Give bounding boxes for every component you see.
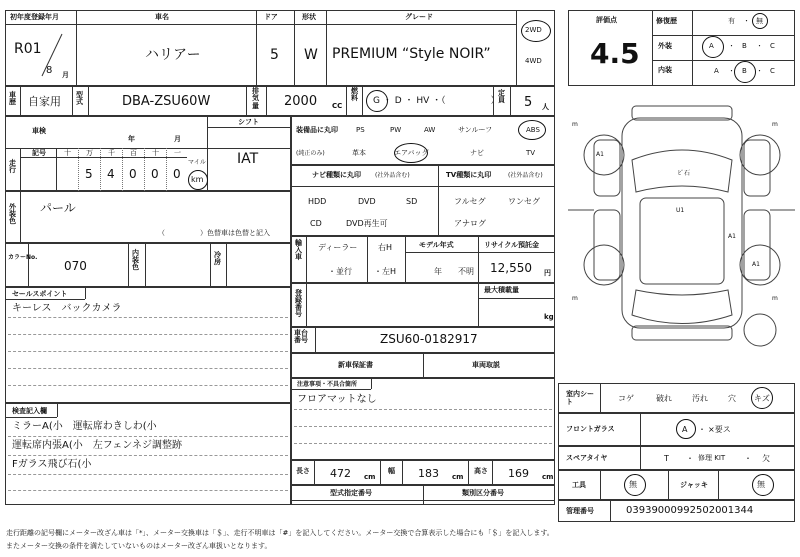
length: 472 bbox=[330, 467, 351, 480]
import-label: 輸入車 bbox=[295, 239, 302, 261]
mark-windshield: ﾋﾞ石 bbox=[678, 170, 691, 177]
tv-label: TV種類に丸印 bbox=[446, 171, 492, 179]
glass-a: A bbox=[682, 425, 688, 434]
seat-hole: 穴 bbox=[728, 394, 736, 403]
spare-dot-1: ・ bbox=[686, 454, 694, 463]
yen-unit: 円 bbox=[544, 269, 551, 277]
length-unit: cm bbox=[364, 473, 376, 481]
height-unit: cm bbox=[542, 473, 554, 481]
exterior-dot-1: ・ bbox=[728, 42, 735, 50]
usage: 自家用 bbox=[28, 95, 61, 108]
m-label-4: m bbox=[772, 295, 778, 302]
interior-dot-2: ・ bbox=[756, 67, 763, 75]
glass-dot: ・ bbox=[698, 425, 706, 434]
import-parallel: ・並行 bbox=[328, 267, 352, 276]
exterior-c: C bbox=[770, 42, 775, 50]
reg-label: 登録番号 bbox=[295, 289, 302, 318]
height-label: 高さ bbox=[474, 467, 488, 475]
interior-label: 内装 bbox=[658, 66, 672, 74]
shape-label: 形状 bbox=[302, 13, 316, 21]
capacity: 5 bbox=[524, 95, 533, 110]
seat-tear: 破れ bbox=[656, 394, 672, 403]
color-code-row bbox=[5, 243, 291, 287]
tire-rear-left bbox=[584, 245, 624, 285]
spare-dot-2: ・ bbox=[744, 454, 752, 463]
nav-label: ナビ種類に丸印 bbox=[312, 171, 361, 179]
caution-text: フロアマットなし bbox=[297, 394, 377, 405]
grade-label: グレード bbox=[405, 13, 433, 21]
equipment-item: TV bbox=[526, 149, 536, 157]
m-label-3: m bbox=[572, 295, 578, 302]
rear-glass bbox=[632, 290, 732, 324]
nav-sub: (社外品含む) bbox=[375, 172, 410, 179]
equipment-sub: (純正のみ) bbox=[296, 150, 325, 157]
max-load-label: 最大積載量 bbox=[484, 286, 519, 294]
digit-place-label: 十 bbox=[152, 149, 159, 157]
caution-block bbox=[291, 378, 555, 460]
shape: W bbox=[304, 47, 318, 63]
length-label: 長さ bbox=[296, 467, 310, 475]
tire-front-left bbox=[584, 135, 624, 175]
tv-fullseg: フルセグ bbox=[454, 197, 486, 206]
interior-b: B bbox=[742, 67, 747, 75]
caution-label: 注意事項・不具合箇所 bbox=[297, 381, 358, 388]
mark-roof: U1 bbox=[676, 207, 685, 214]
front-left-door bbox=[594, 140, 620, 196]
sign-label: 記号 bbox=[32, 149, 46, 157]
tire-front-right bbox=[740, 135, 780, 175]
shift: IAT bbox=[237, 151, 259, 167]
front-right-door bbox=[744, 140, 770, 196]
glass-replace: ×要ス bbox=[708, 425, 731, 434]
equipment-item: ナビ bbox=[470, 149, 484, 157]
month-unit: 月 bbox=[62, 71, 69, 79]
glass-label: フロントガラス bbox=[566, 425, 615, 433]
height: 169 bbox=[508, 467, 529, 480]
mark-front-left: A1 bbox=[596, 151, 604, 158]
width-label: 幅 bbox=[388, 467, 395, 475]
person-unit: 人 bbox=[542, 103, 549, 111]
m-label-2: m bbox=[772, 121, 778, 128]
mgmt-number: 03939000992502001344 bbox=[626, 505, 754, 516]
doors: 5 bbox=[270, 47, 279, 63]
inspector-line-3: Fガラス飛び石(小 bbox=[12, 459, 92, 470]
jack-label: ジャッキ bbox=[680, 481, 708, 489]
type-number-label: 型式指定番号 bbox=[330, 489, 372, 497]
shift-label: シフト bbox=[238, 118, 259, 126]
mileage-digit: 0 bbox=[129, 167, 137, 181]
spare-label: スペアタイヤ bbox=[566, 454, 608, 462]
digit-place-label: 十 bbox=[64, 149, 71, 157]
class-number-label: 類別区分番号 bbox=[462, 489, 504, 497]
digit-place-label: 千 bbox=[108, 149, 115, 157]
equipment-item: PS bbox=[356, 126, 365, 134]
jack-value: 無 bbox=[757, 480, 765, 489]
tv-oneseg: ワンセグ bbox=[508, 197, 540, 206]
import-dealer: ディーラー bbox=[318, 243, 358, 252]
nav-sd: SD bbox=[406, 197, 418, 206]
cc-unit: CC bbox=[332, 102, 343, 110]
spare-tire bbox=[744, 314, 776, 346]
inspector-label: 検査記入欄 bbox=[12, 407, 47, 415]
nav-cd: CD bbox=[310, 219, 322, 228]
sales-text: キーレス バックカメラ bbox=[12, 303, 122, 314]
digit-place-label: 一 bbox=[174, 149, 181, 157]
seat-stain: 汚れ bbox=[692, 394, 708, 403]
repair-yes: 有 bbox=[728, 17, 735, 25]
reg-month: 8 bbox=[46, 65, 53, 76]
exterior-a: A bbox=[709, 42, 714, 50]
tools-label: 工具 bbox=[572, 481, 586, 489]
model-year-unknown: 不明 bbox=[458, 267, 474, 276]
grade: PREMIUM “Style NOIR” bbox=[332, 46, 491, 62]
car-name: ハリアー bbox=[145, 47, 201, 63]
width: 183 bbox=[418, 467, 439, 480]
mark-right-door: A1 bbox=[728, 233, 736, 240]
tools-value: 無 bbox=[629, 480, 637, 489]
chassis-number: ZSU60-0182917 bbox=[380, 332, 478, 346]
exterior-label: 外装 bbox=[658, 42, 672, 50]
circle-mark bbox=[394, 143, 428, 163]
tv-sub: (社外品含む) bbox=[508, 172, 543, 179]
fuel-options: G ・ D ・ HV ・（ ） bbox=[373, 96, 500, 106]
color-label: 外装色 bbox=[9, 203, 16, 225]
car-name-label: 車名 bbox=[155, 13, 169, 21]
color-change-note: （ ）色替車は色替と記入 bbox=[158, 229, 270, 237]
interior-a: A bbox=[714, 67, 719, 75]
seat-label: 室内シート bbox=[566, 390, 594, 407]
width-unit: cm bbox=[452, 473, 464, 481]
recycle-label: リサイクル預託金 bbox=[484, 241, 540, 249]
mileage-label: 走行 bbox=[9, 159, 16, 174]
model: DBA-ZSU60W bbox=[122, 94, 211, 109]
handle-right: 右H bbox=[378, 243, 393, 252]
model-year-label: モデル年式 bbox=[419, 241, 454, 249]
model-label: 型式 bbox=[76, 91, 83, 106]
inspection-month-unit: 月 bbox=[174, 135, 181, 143]
handle-left: ・左H bbox=[374, 267, 397, 276]
inspector-line-1: ミラーA(小 運転席わきしわ(小 bbox=[12, 421, 157, 432]
exterior-b: B bbox=[742, 42, 747, 50]
score-label: 評価点 bbox=[596, 16, 617, 24]
km-unit: km bbox=[191, 175, 204, 184]
equipment-item: エアバッグ bbox=[394, 149, 429, 157]
spare-t: T bbox=[664, 454, 669, 463]
equipment-item: ABS bbox=[526, 126, 540, 134]
digit-place-label: 万 bbox=[86, 149, 93, 157]
door-label: ドア bbox=[264, 13, 278, 21]
footer-line-2: またメーター交換の条件を満たしていないものはメーター改ざん車扱いとなります。 bbox=[6, 542, 272, 550]
recycle-fee: 12,550 bbox=[490, 261, 532, 275]
mileage-digit: 4 bbox=[107, 167, 115, 181]
circle-mark bbox=[518, 120, 546, 140]
chassis-label: 車台番号 bbox=[294, 329, 308, 344]
repair-dot: ・ bbox=[743, 17, 750, 25]
usage-label: 車歴 bbox=[9, 91, 16, 106]
equipment-label: 装備品に丸印 bbox=[296, 126, 338, 134]
equipment-item: PW bbox=[390, 126, 402, 134]
mile-label: マイル bbox=[188, 159, 206, 166]
warranty-label: 新車保証書 bbox=[338, 361, 373, 369]
nav-dvd-play: DVD再生可 bbox=[346, 219, 388, 228]
spare-kit: 修理 KIT bbox=[698, 454, 726, 462]
m-label-1: m bbox=[572, 121, 578, 128]
tire-rear-right bbox=[740, 245, 780, 285]
mileage-digit: 5 bbox=[85, 167, 93, 181]
mileage-digit: 0 bbox=[173, 167, 181, 181]
score: 4.5 bbox=[590, 37, 640, 70]
inspector-line-2: 運転席内張A(小 左フェンネジ調整跡 bbox=[12, 440, 182, 451]
repair-label: 修復歴 bbox=[656, 17, 677, 25]
interior-c: C bbox=[770, 67, 775, 75]
model-year-unit: 年 bbox=[434, 267, 442, 276]
manual-label: 車両取説 bbox=[472, 361, 500, 369]
equipment-item: サンルーフ bbox=[458, 126, 493, 134]
car-damage-diagram bbox=[568, 100, 795, 370]
repair-none: 無 bbox=[756, 17, 763, 25]
inspection-year-unit: 年 bbox=[128, 135, 135, 143]
nav-hdd: HDD bbox=[308, 197, 327, 206]
era: R01 bbox=[14, 41, 42, 57]
exterior-dot-2: ・ bbox=[756, 42, 763, 50]
mark-rear-right: A1 bbox=[752, 261, 760, 268]
color-code: 070 bbox=[64, 259, 87, 273]
drive-2wd: 2WD bbox=[525, 26, 542, 34]
fuel-label: 燃料 bbox=[351, 87, 358, 102]
digit-place-label: 百 bbox=[130, 149, 137, 157]
interior-dot-1: ・ bbox=[728, 67, 735, 75]
seat-scratch: キズ bbox=[754, 394, 770, 403]
displacement-label: 排気量 bbox=[252, 87, 259, 110]
inspection-label: 車検 bbox=[32, 127, 46, 135]
tv-analog: アナログ bbox=[454, 219, 486, 228]
capacity-label: 定員 bbox=[498, 89, 505, 104]
sales-label: セールスポイント bbox=[12, 290, 68, 298]
first-reg-label: 初年度登録年月 bbox=[10, 13, 59, 21]
exterior-color: パール bbox=[40, 201, 76, 215]
mgmt-label: 管理番号 bbox=[566, 507, 594, 515]
drive-4wd: 4WD bbox=[525, 57, 542, 65]
spare-missing: 欠 bbox=[762, 454, 770, 463]
seat-burn: コゲ bbox=[618, 394, 634, 403]
mileage-digit: 0 bbox=[151, 167, 159, 181]
displacement: 2000 bbox=[284, 94, 318, 109]
color-code-label: カラーNo. bbox=[8, 254, 38, 261]
footer-line-1: 走行距離の記号欄にメーター改ざん車は「*」、メーター交換車は「＄」、走行不明車は「#」を記入してください。メーター交換で合算表示した場合にも「＄」を記入します。 bbox=[6, 529, 554, 537]
equipment-item: 革本 bbox=[352, 149, 366, 157]
nav-dvd: DVD bbox=[358, 197, 376, 206]
ac-label: 冷房 bbox=[214, 251, 221, 266]
interior-color-label: 内装色 bbox=[132, 249, 139, 271]
kg-unit: kg bbox=[544, 313, 554, 321]
equipment-item: AW bbox=[424, 126, 436, 134]
